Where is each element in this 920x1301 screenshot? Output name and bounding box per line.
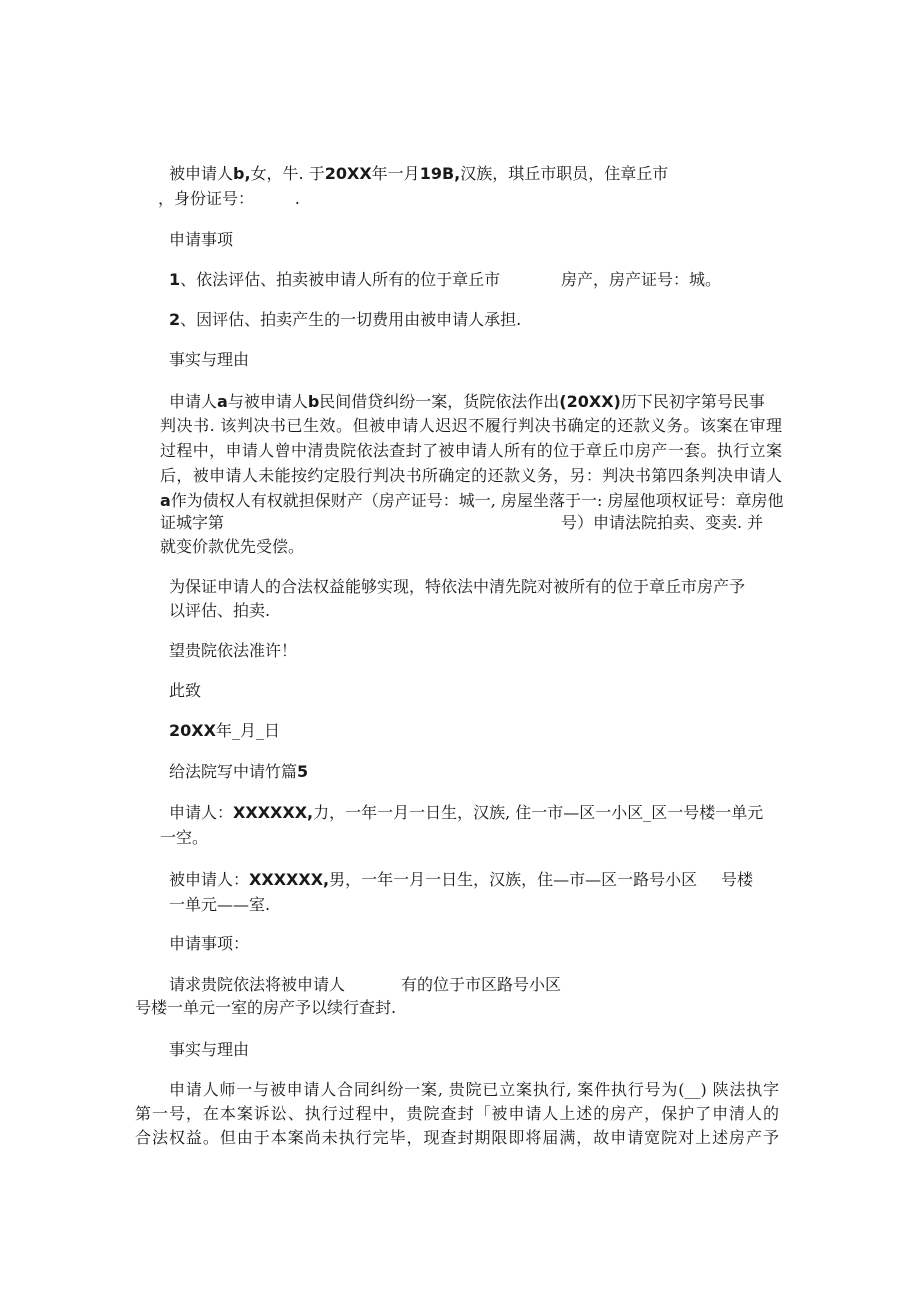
section-heading: 给法院写中请竹篇5 bbox=[169, 762, 309, 781]
facts2-line-1: 申请人师一与被申请人合同纠纷一案, 贵院已立案执行, 案件执行号为(__) 陕法执字 bbox=[169, 1080, 779, 1099]
respondent-line-1: 被申请人b,女，牛. 于20XX年一月19B,汉族，琪丘市职员，住章丘市 bbox=[169, 164, 669, 183]
facts-line-5: a作为债权人有权就担保财产（房产证号：城一, 房屋坐落于一: 房屋他项权证号：章房他 bbox=[160, 491, 784, 510]
date-line: 20XX年_月_日 bbox=[169, 721, 280, 740]
plea: 望贵院依法准许！ bbox=[169, 641, 298, 660]
respondent2-line-1: 被申请人：XXXXXX,男，一年一月一日生，汉族，住—市—区一路号小区 bbox=[169, 870, 698, 889]
purpose-line-2: 以评估、拍卖. bbox=[169, 601, 271, 620]
facts-line-3: 过程中，申请人曾中清贵院依法查封了被申请人所有的位于章丘巾房产一套。执行立案 bbox=[160, 441, 782, 460]
respondent-line-2: ，身份证号： . bbox=[158, 189, 300, 208]
facts-title-2: 事实与理由 bbox=[169, 1040, 250, 1059]
matters-title: 申请事项 bbox=[169, 230, 234, 249]
facts-title: 事实与理由 bbox=[169, 350, 250, 369]
facts2-line-2: 第一号，在本案诉讼、执行过程中，贵院查封「被申请人上述的房产，保护了申清人的 bbox=[135, 1104, 779, 1123]
applicant-line-2: 一空。 bbox=[160, 828, 209, 847]
facts2-line-3: 合法权益。但由于本案尚未执行完毕，现查封期限即将届满，故申请宽院对上述房产予 bbox=[135, 1128, 779, 1147]
request-line-1a: 请求贵院依法将被申请人 bbox=[169, 975, 346, 994]
matter-item-2: 2、因评估、拍卖产生的一切费用由被申请人承担. bbox=[169, 310, 522, 329]
matter-item-1-continued: 房产，房产证号：城。 bbox=[561, 270, 722, 289]
respondent2-line-1-end: 号楼 bbox=[721, 870, 754, 889]
request-line-2: 号楼一单元一室的房产予以续行查封. bbox=[135, 998, 397, 1017]
facts-line-4: 后，被申请人未能按约定股行判决书所确定的还款义务，另：判决书第四条判决申请人 bbox=[160, 466, 782, 485]
matter-item-1: 1、依法评估、拍卖被申请人所有的位于章丘市 bbox=[169, 270, 501, 289]
request-line-1b: 有的位于市区路号小区 bbox=[401, 975, 562, 994]
facts-line-6a: 证城字第 bbox=[160, 513, 225, 532]
facts-line-2: 判决书. 该判决书已生效。但被申请人迟迟不履行判决书确定的还款义务。该案在审理 bbox=[160, 416, 782, 435]
respondent2-line-2: 一单元——室. bbox=[169, 895, 271, 914]
applicant-line-1: 申请人：XXXXXX,力，一年一月一日生，汉族, 住一市—区一小区_区一号楼一单元 bbox=[169, 803, 764, 822]
purpose-line-1: 为保证申请人的合法权益能够实现，特依法中清先院对被所有的位于章丘市房产予 bbox=[169, 577, 746, 596]
closing: 此致 bbox=[169, 681, 202, 700]
facts-line-6b: 号）申请法院拍卖、变卖. 并 bbox=[561, 513, 764, 532]
facts-line-1: 申请人a与被申请人b民间借贷纠纷一案，货院依法作出(20XX)历下民初字第号民事 bbox=[169, 392, 765, 411]
matters-title-2: 申请事项： bbox=[169, 934, 250, 953]
facts-line-7: 就变价款优先受偿。 bbox=[160, 537, 305, 556]
